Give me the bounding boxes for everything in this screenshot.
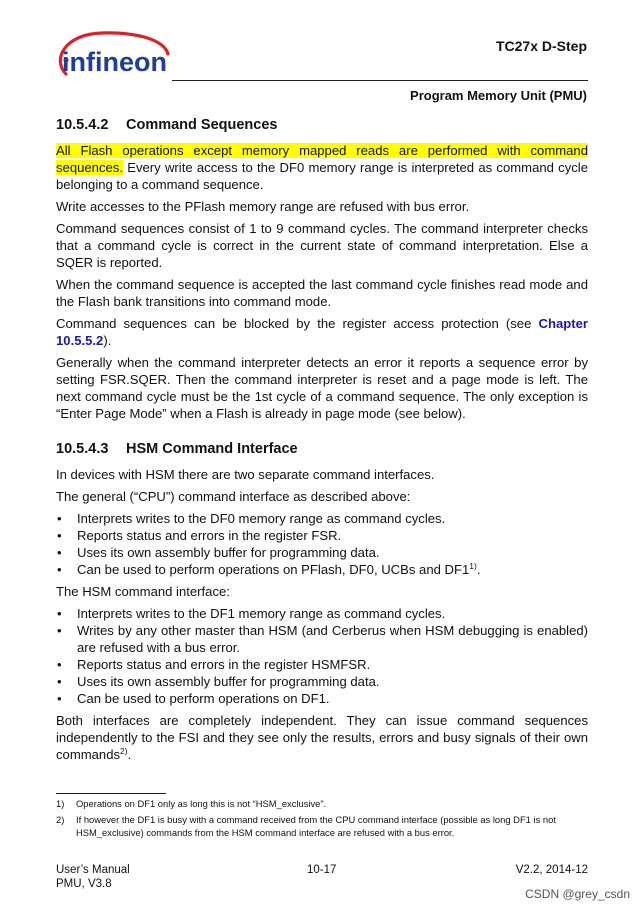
paragraph: The general (“CPU”) command interface as described above: xyxy=(56,489,411,504)
paragraph: In devices with HSM there are two separate command interfaces. xyxy=(56,467,435,482)
list-item: • Uses its own assembly buffer for programming data. xyxy=(56,544,588,561)
module-version: PMU, V3.8 xyxy=(56,878,112,890)
list-item: • Interprets writes to the DF0 memory range as command cycles. xyxy=(56,510,588,527)
section-title: Command Sequences xyxy=(126,117,278,133)
list-item: • Interprets writes to the DF1 memory range as command cycles. xyxy=(56,605,588,622)
section-number: 10.5.4.3 xyxy=(56,441,109,457)
paragraph: The HSM command interface: xyxy=(56,584,230,599)
footnote-mark: 2) xyxy=(56,814,65,825)
list-item: • Can be used to perform operations on PFlash, DF0, UCBs and DF1$^{1)}$. xyxy=(56,561,588,578)
hsm-interface-list xyxy=(56,605,588,707)
paragraph: Command sequences can be blocked by the register access protection (see Chapter 10.5.5.2). xyxy=(56,316,588,348)
document-title: TC27x D-Step xyxy=(495,38,587,54)
list-item: • Can be used to perform operations on DF1. xyxy=(56,690,588,707)
highlighted-text: All Flash operations except memory mapped reads are performed with command sequences. xyxy=(56,143,588,175)
footnote-text: Operations on DF1 only as long this is not “HSM_exclusive”. xyxy=(76,798,327,809)
section-heading-command-sequences xyxy=(56,117,588,134)
list-item: • Reports status and errors in the register HSMFSR. xyxy=(56,656,588,673)
section-title: HSM Command Interface xyxy=(126,441,298,457)
footnote-text: If however the DF1 is busy with a command received from the CPU command interface (possible as long DF1 is not HSM_exclusive) commands from the HSM command interface are refused with a bus error. xyxy=(76,814,556,838)
manual-name: User’s Manual xyxy=(56,864,130,876)
footnote xyxy=(56,797,588,810)
footnote-ref: 1) xyxy=(469,561,477,571)
infineon-logo xyxy=(52,30,172,84)
chapter-link[interactable]: Chapter 10.5.5.2 xyxy=(56,316,588,348)
list-item: • Reports status and errors in the register FSR. xyxy=(56,527,588,544)
paragraph: Both interfaces are completely independent. They can issue command sequences independently to the FSI and they see only the results, errors and busy signals of their own commands$^{2)}$. xyxy=(56,713,588,762)
section-number: 10.5.4.2 xyxy=(56,117,109,133)
paragraph: Command sequences consist of 1 to 9 command cycles. The command interpreter checks that a command cycle is correct in the current state of command interpretation. Else a SQER is reported. xyxy=(56,221,588,270)
footnote-mark: 1) xyxy=(56,798,65,809)
footnote xyxy=(56,813,588,839)
paragraph: Generally when the command interpreter detects an error it reports a sequence error by setting FSR.SQER. Then the command interpreter is reset and a page mode is left. The next command cycle must be the 1st cycle of a command sequence. The only exception is “Enter Page Mode” when a Flash is already in page mode (see below). xyxy=(56,355,588,421)
document-subtitle: Program Memory Unit (PMU) xyxy=(410,88,587,103)
svg-text:infineon: infineon xyxy=(62,47,167,77)
list-item: • Uses its own assembly buffer for programming data. xyxy=(56,673,588,690)
paragraph: Write accesses to the PFlash memory range are refused with bus error. xyxy=(56,199,470,214)
section-heading-hsm-command-interface xyxy=(56,441,588,458)
paragraph: All Flash operations except memory mapped reads are performed with command sequences. Every write access to the DF0 memory range is interpreted as command cycle belonging to a command sequence. xyxy=(56,143,588,192)
footnote-rule xyxy=(56,793,166,794)
cpu-interface-list xyxy=(56,510,588,578)
header-rule xyxy=(172,80,588,81)
footnotes xyxy=(56,797,588,842)
document-version: V2.2, 2014-12 xyxy=(515,864,588,876)
footnote-ref: 2) xyxy=(120,746,128,756)
list-item: • Writes by any other master than HSM (and Cerberus when HSM debugging is enabled) are refused with a bus error. xyxy=(56,622,588,656)
footer-left xyxy=(56,863,130,891)
paragraph: When the command sequence is accepted the last command cycle finishes read mode and the Flash bank transitions into command mode. xyxy=(56,277,588,309)
watermark: CSDN @grey_csdn xyxy=(525,887,630,901)
page-number: 10-17 xyxy=(307,864,337,876)
page-content xyxy=(56,115,588,768)
